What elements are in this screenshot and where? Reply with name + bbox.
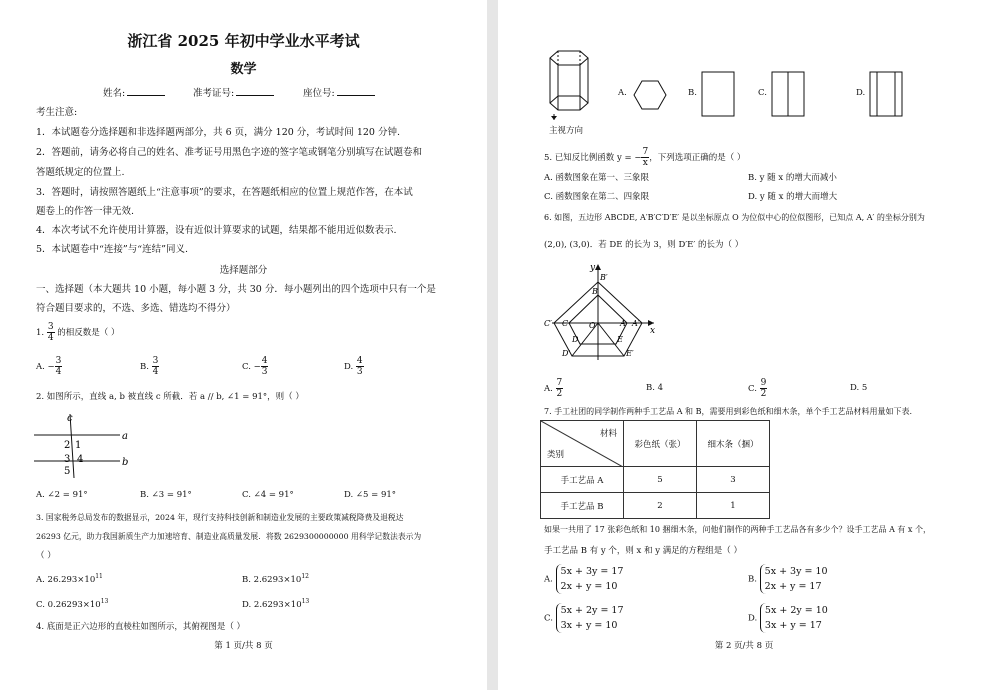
question-7-option-b: B. 5x + 3y = 10 2x + y = 17 [748, 566, 828, 592]
svg-text:y: y [590, 263, 596, 273]
exam-number-field: 准考证号: [193, 85, 274, 99]
question-7-line: 如果一共用了 17 张彩色纸和 10 捆细木条，问他们制作的两种手工艺品各有多少个？设手工艺品 A 有 x 个， [544, 525, 931, 534]
question-6-line: (2,0), (3,0)．若 DE 的长为 3，则 D′E′ 的长为（ ） [544, 240, 744, 250]
notice-line: 2．答题前，请务必将自己的姓名、准考证号用黑色字迹的签字笔或钢笔分别填写在试题卷和 [36, 147, 423, 158]
svg-text:C: C [562, 319, 569, 328]
question-1-option-d: D. $\frac{4}{3}$ [344, 356, 363, 377]
table-header: 细木条（捆） [697, 421, 770, 467]
svg-text:B: B [592, 287, 598, 296]
section-description: 符合题目要求的，不选、多选、错选均不得分） [36, 303, 236, 314]
question-4-option-a: A. [618, 88, 627, 98]
exam-page-2 [498, 0, 990, 690]
label-b: b [122, 457, 129, 468]
question-5-option-d: D. y 随 x 的增大而增大 [748, 192, 838, 202]
question-5-option-c: C. 函数图象在第二、四象限 [544, 192, 650, 202]
seat-number-field: 座位号: [303, 85, 375, 99]
table-row: 手工艺品 A 5 3 [541, 467, 770, 493]
angle-5: 5 [64, 466, 71, 477]
notice-line: 5．本试题卷中“连接”与“连结”同义. [36, 244, 188, 255]
question-3-option-b: B. $2.6293\times 10^{12}$ [242, 573, 309, 585]
table-corner-cell: 材料 类别 [541, 421, 624, 467]
question-3-line: （ ） [36, 551, 56, 561]
angle-3: 3 [64, 454, 71, 465]
question-4-option-b: B. [688, 88, 697, 98]
page-footer: 第 2 页/共 8 页 [714, 641, 774, 651]
question-2-option-c: C. ∠4 = 91° [242, 490, 294, 500]
notice-line: 题卷上的作答一律无效. [36, 206, 135, 217]
question-5-stem: 5. 已知反比例函数 y = − $\frac{7}{x}$ ，下列选项正确的是（ ） [544, 147, 746, 168]
question-2-option-d: D. ∠5 = 91° [344, 490, 397, 500]
rectangle-three-part-option-icon [868, 70, 904, 118]
section-description: 一、选择题（本大题共 10 小题，每小题 3 分，共 30 分．每小题列出的四个选项中只有一个是 [36, 284, 436, 295]
svg-text:D: D [572, 335, 579, 344]
parallel-lines-figure [34, 408, 144, 480]
question-3-option-c: C. $0.26293\times 10^{13}$ [36, 598, 109, 610]
question-2-option-a: A. ∠2 = 91° [36, 490, 88, 500]
label-a: a [122, 431, 128, 442]
rectangle-option-icon [700, 70, 736, 118]
question-7-line: 手工艺品 B 有 y 个，则 x 和 y 满足的方程组是（ ） [544, 546, 742, 556]
notice-line: 答题纸规定的位置上. [36, 167, 125, 178]
question-1-option-b: B. $\frac{3}{4}$ [140, 356, 159, 377]
subject-title: 数学 [230, 62, 257, 77]
page-footer: 第 1 页/共 8 页 [214, 641, 273, 651]
question-6-line: 6. 如图，五边形 ABCDE, A′B′C′D′E′ 是以坐标原点 O 为位似中心的位似图形，已知点 A, A′ 的坐标分别为 [544, 213, 925, 222]
angle-2: 2 [64, 440, 71, 451]
materials-table [540, 420, 770, 519]
svg-text:D′: D′ [562, 349, 571, 358]
question-1-option-a: A. − $\frac{3}{4}$ [36, 356, 62, 377]
question-3-line: 26293 亿元，助力我国新质生产力加速培育、制造业高质量发展．将数 2629300000000 用科学记数法表示为 [36, 532, 422, 541]
rectangle-split-option-icon [770, 70, 806, 118]
question-4-option-c: C. [758, 88, 767, 98]
question-1-option-c: C. − $\frac{4}{3}$ [242, 356, 268, 377]
angle-4: 4 [77, 454, 84, 465]
question-6-option-c: C. $\frac{9}{2}$ [748, 378, 767, 399]
question-5-option-b: B. y 随 x 的增大而减小 [748, 173, 837, 183]
notice-title: 考生注意: [36, 107, 78, 118]
exam-title: 浙江省 2025 年初中学业水平考试 [127, 32, 360, 50]
svg-text:A: A [620, 319, 626, 328]
svg-text:C′: C′ [544, 319, 552, 328]
question-7-option-a: A. 5x + 3y = 17 2x + y = 10 [544, 566, 624, 592]
svg-text:E′: E′ [626, 349, 634, 358]
question-5-option-a: A. 函数图象在第一、三象限 [544, 173, 650, 183]
hexagonal-prism-figure [542, 48, 602, 120]
svg-text:x: x [650, 326, 656, 336]
similar-pentagons-figure [544, 260, 664, 370]
svg-text:A′: A′ [632, 319, 640, 328]
question-6-option-b: B. 4 [646, 383, 664, 393]
table-row: 手工艺品 B 2 1 [541, 493, 770, 519]
section-title: 选择题部分 [219, 265, 268, 276]
question-3-line: 3. 国家税务总局发布的数据显示，2024 年，现行支持科技创新和制造业发展的主要政策减税降费及退税达 [36, 513, 404, 522]
question-6-option-d: D. 5 [850, 383, 868, 393]
hexagon-option-icon [630, 78, 670, 112]
notice-line: 4．本次考试不允许使用计算器，设有近似计算要求的试题，结果都不能用近似数表示. [36, 225, 397, 236]
exam-page-1 [0, 0, 487, 690]
svg-text:O: O [589, 321, 596, 330]
question-3-option-a: A. $26.293\times 10^{11}$ [36, 573, 103, 585]
question-6-option-a: A. $\frac{7}{2}$ [544, 378, 563, 399]
angle-1: 1 [75, 440, 82, 451]
question-7-option-c: C. 5x + 2y = 17 3x + y = 10 [544, 605, 624, 631]
question-4-stem: 4. 底面是正六边形的直棱柱如图所示，其俯视图是（ ） [36, 622, 246, 632]
table-header: 彩色纸（张） [624, 421, 697, 467]
name-field: 姓名: [103, 85, 165, 99]
svg-text:E: E [617, 335, 623, 344]
question-7-stem: 7. 手工社团的同学制作两种手工艺品 A 和 B，需要用到彩色纸和细木条，单个手工艺品材料用量如下表. [544, 407, 912, 416]
notice-line: 1．本试题卷分选择题和非选择题两部分，共 6 页，满分 120 分，考试时间 120 分钟. [36, 127, 400, 138]
svg-text:B′: B′ [600, 273, 608, 282]
question-3-option-d: D. $2.6293\times 10^{13}$ [242, 598, 310, 610]
question-4-option-d: D. [856, 88, 866, 98]
question-7-option-d: D. 5x + 2y = 10 3x + y = 17 [748, 605, 828, 631]
question-2-option-b: B. ∠3 = 91° [140, 490, 192, 500]
question-1-stem: 1. $\frac{3}{4}$ 的相反数是（ ） [36, 322, 120, 343]
label-c: c [67, 413, 73, 424]
question-2-stem: 2. 如图所示，直线 a, b 被直线 c 所截．若 a // b, ∠1 = 91°，则（ ） [36, 392, 304, 402]
notice-line: 3．答题时，请按照答题纸上“注意事项”的要求，在答题纸相应的位置上规范作答，在本试 [36, 187, 413, 198]
view-direction-label: 主视方向 [549, 126, 584, 136]
